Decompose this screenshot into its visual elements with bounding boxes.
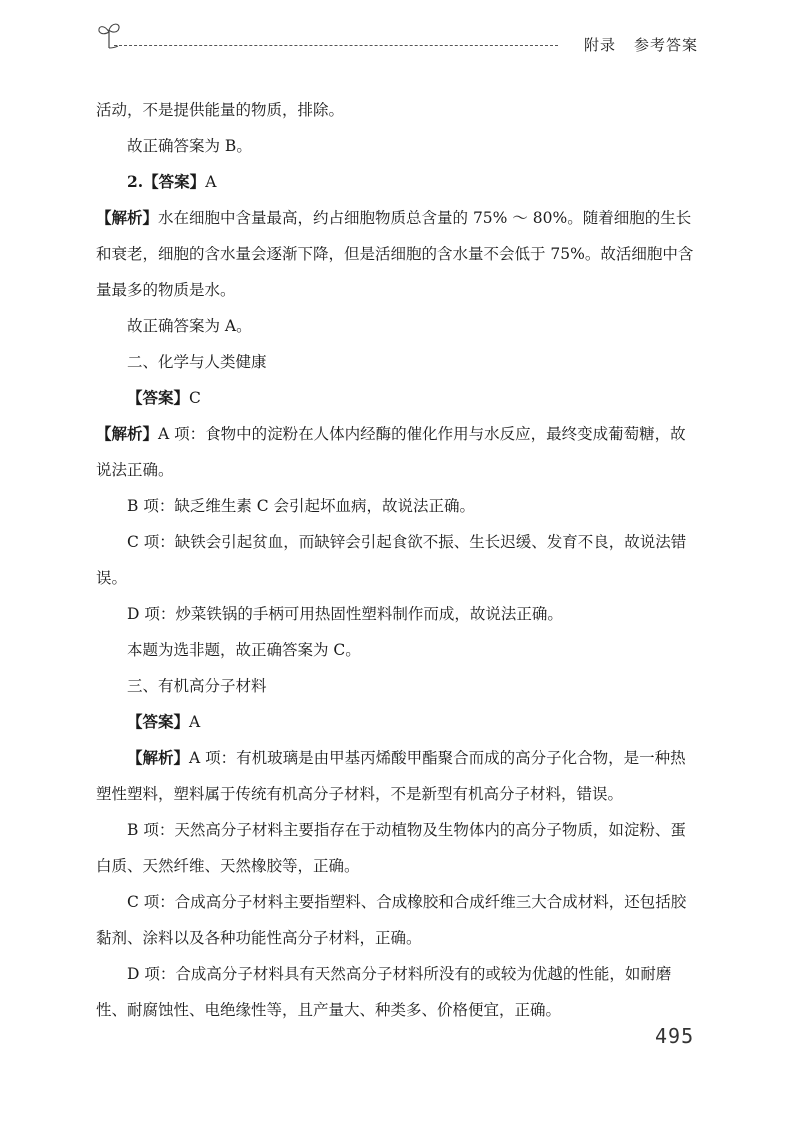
analysis-paragraph xyxy=(96,416,700,488)
paragraph: 故正确答案为 B。 xyxy=(127,137,252,155)
section-heading: 二、化学与人类健康 xyxy=(127,353,267,371)
analysis-label: 【解析】 xyxy=(127,748,190,767)
answer-label: 【答案】 xyxy=(127,712,190,731)
answer-label: 【答案】 xyxy=(127,388,190,407)
analysis-paragraph xyxy=(96,740,700,812)
analysis-paragraph xyxy=(96,200,700,308)
header-divider xyxy=(114,45,558,46)
paragraph: C 项：缺铁会引起贫血，而缺锌会引起食欲不振、生长迟缓、发育不良，故说法错误。 xyxy=(96,533,687,587)
paragraph: D 项：合成高分子材料具有天然高分子材料所没有的或较为优越的性能，如耐磨性、耐腐蚀性、电绝缘性等，且产量大、种类多、价格便宜，正确。 xyxy=(96,965,672,1019)
paragraph: C 项：合成高分子材料主要指塑料、合成橡胶和合成纤维三大合成材料，还包括胶黏剂、涂料以及各种功能性高分子材料，正确。 xyxy=(96,893,687,947)
page-header xyxy=(96,18,706,58)
analysis-label: 【解析】 xyxy=(96,424,159,443)
answer-line xyxy=(96,164,700,200)
answer-line xyxy=(96,380,700,416)
paragraph: B 项：天然高分子材料主要指存在于动植物及生物体内的高分子物质，如淀粉、蛋白质、天然纤维、天然橡胶等，正确。 xyxy=(96,821,686,875)
paragraph: 活动，不是提供能量的物质，排除。 xyxy=(96,101,345,119)
page-body xyxy=(96,92,700,1028)
answer-label: 2.【答案】 xyxy=(127,172,206,191)
section-heading: 三、有机高分子材料 xyxy=(127,677,267,695)
running-header xyxy=(584,34,698,55)
page-number: 495 xyxy=(655,1024,695,1048)
paragraph: B 项：缺乏维生素 C 会引起坏血病，故说法正确。 xyxy=(127,497,476,515)
paragraph: 本题为选非题，故正确答案为 C。 xyxy=(127,641,361,659)
answer-value: A xyxy=(205,173,217,191)
analysis-label: 【解析】 xyxy=(96,208,159,227)
answer-value: C xyxy=(189,389,201,407)
paragraph: D 项：炒菜铁锅的手柄可用热固性塑料制作而成，故说法正确。 xyxy=(127,605,563,623)
header-section: 附录 xyxy=(583,36,616,54)
answer-value: A xyxy=(189,713,201,731)
header-title: 参考答案 xyxy=(633,36,698,54)
analysis-text: 水在细胞中含量最高，约占细胞物质总含量的 75% ～ 80%。随着细胞的生长和衰老，细胞的含水量会逐渐下降，但是活细胞的含水量不会低于 75%。故活细胞中含量最多的物质是水。 xyxy=(96,209,694,299)
analysis-text: A 项：有机玻璃是由甲基丙烯酸甲酯聚合而成的高分子化合物，是一种热塑性塑料，塑料属于传统有机高分子材料，不是新型有机高分子材料，错误。 xyxy=(96,749,686,803)
answer-line xyxy=(96,704,700,740)
paragraph: 故正确答案为 A。 xyxy=(127,317,252,335)
analysis-text: A 项：食物中的淀粉在人体内经酶的催化作用与水反应，最终变成葡萄糖，故说法正确。 xyxy=(96,425,686,479)
